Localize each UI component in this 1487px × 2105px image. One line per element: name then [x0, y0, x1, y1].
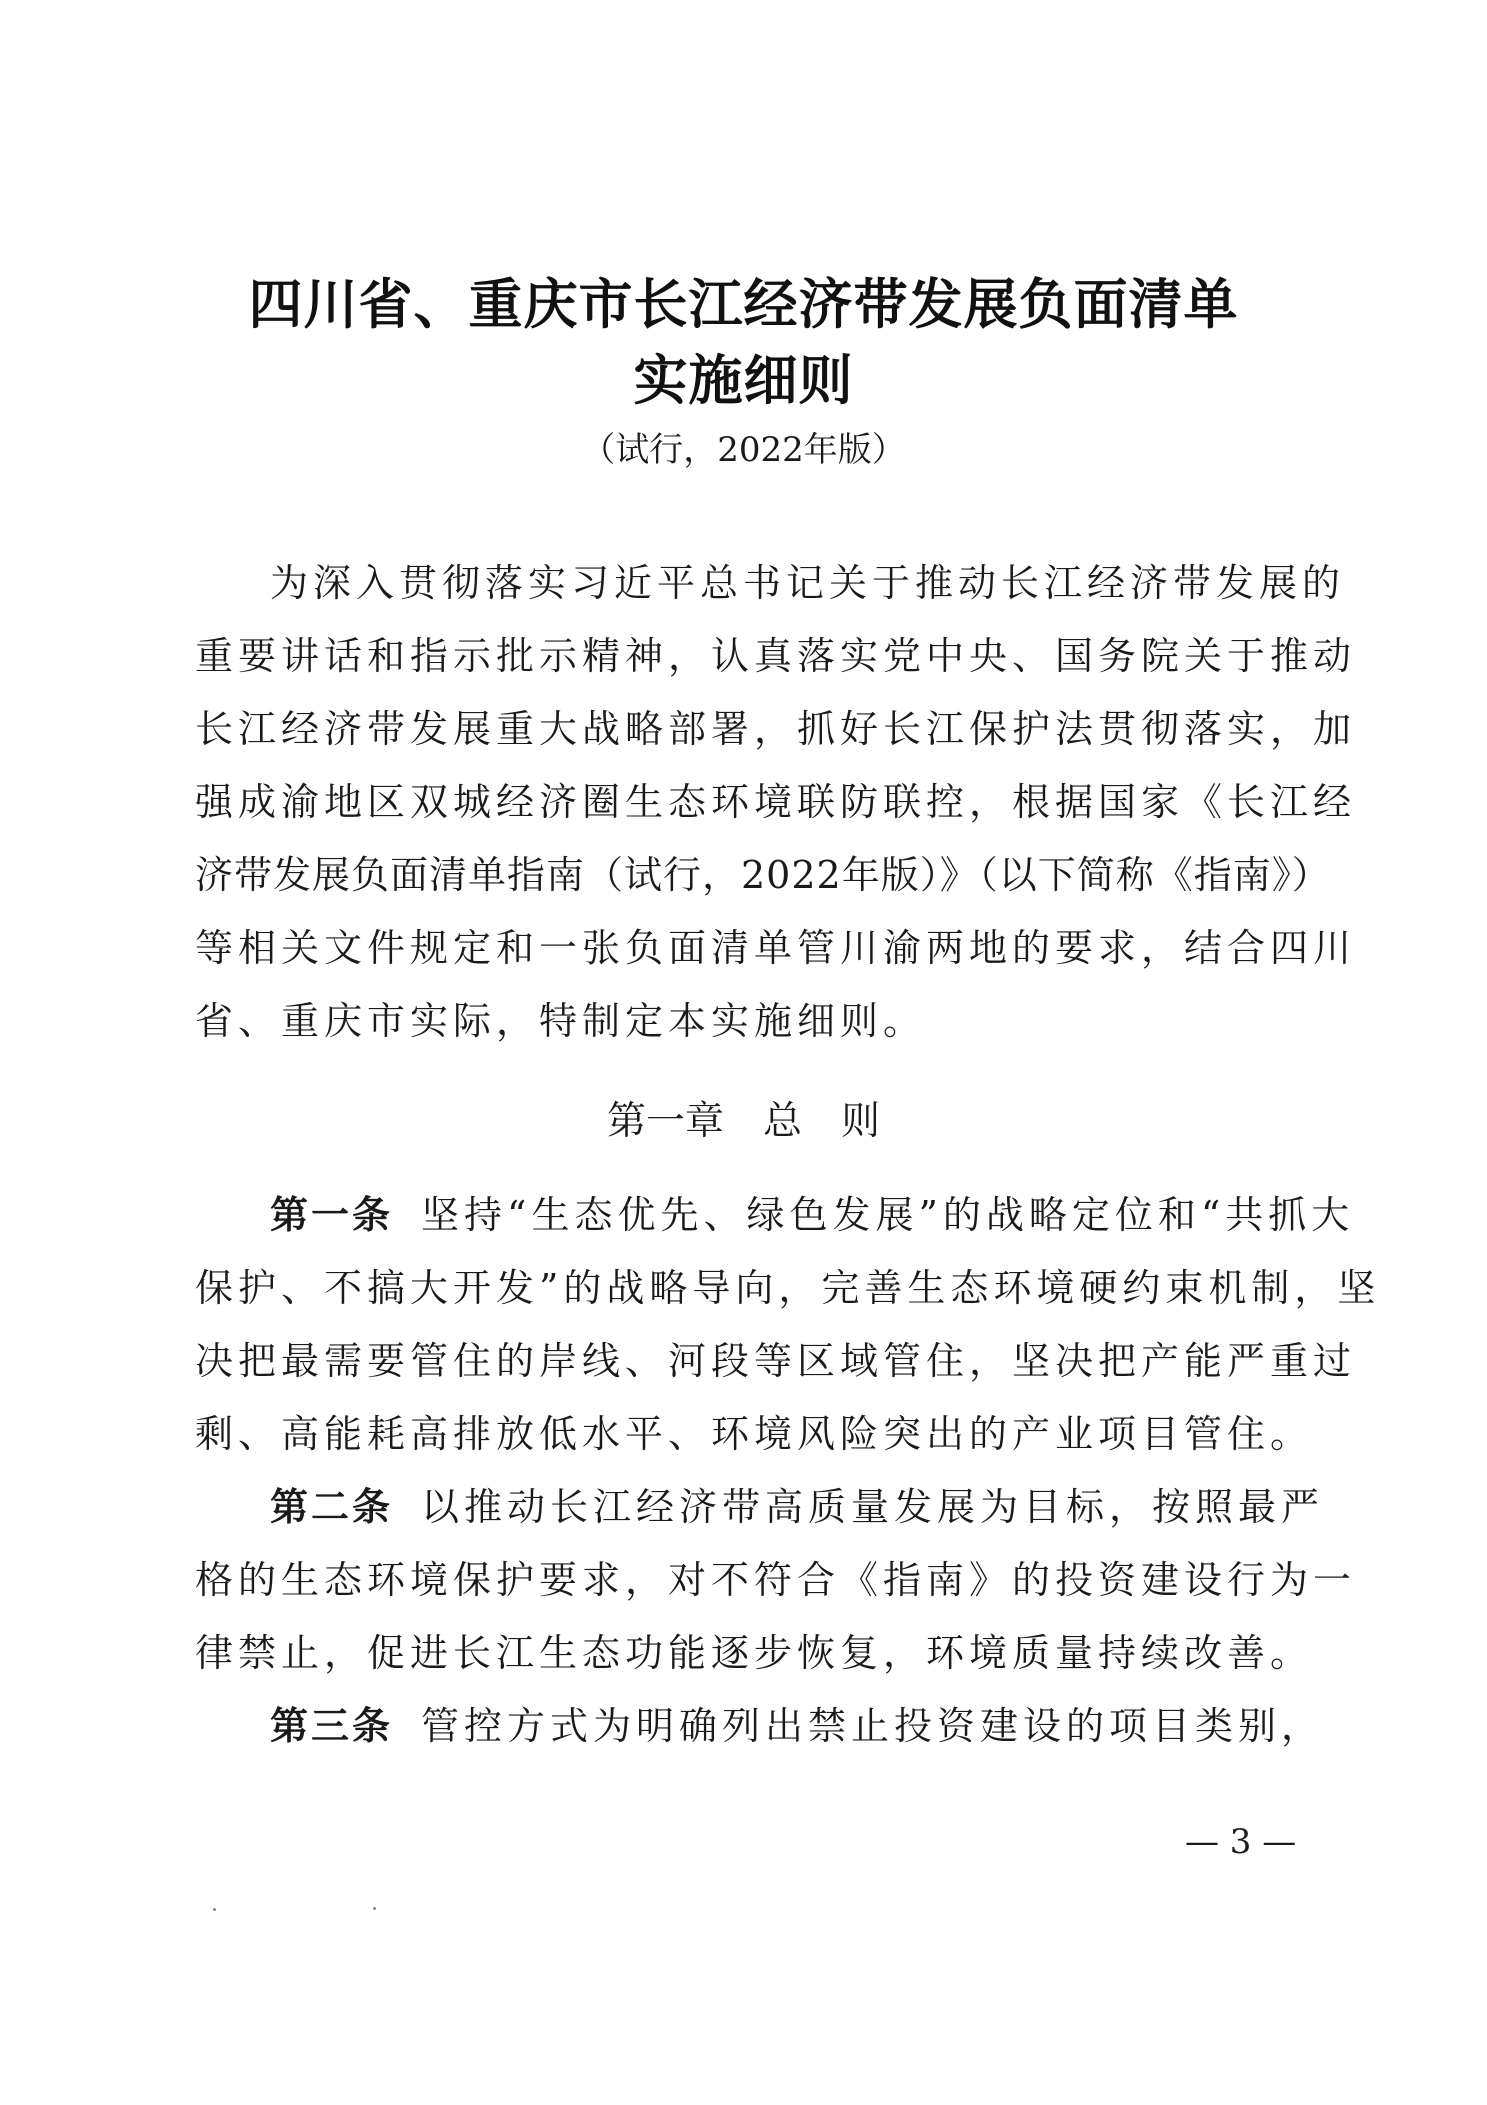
preamble-line: 重要讲话和指示批示精神，认真落实党中央、国务院关于推动 [195, 634, 1357, 678]
scan-speck [373, 1907, 376, 1910]
article-label: 第二条 [270, 1485, 394, 1529]
scan-speck [213, 1908, 216, 1911]
document-title-line-2: 实施细则 [633, 348, 854, 412]
article-label: 第一条 [270, 1193, 394, 1237]
preamble-line: 济带发展负面清单指南（试行，2022年版）》（以下简称《指南》） [195, 853, 1331, 897]
preamble-line: 为深入贯彻落实习近平总书记关于推动长江经济带发展的 [270, 561, 1346, 605]
article-line: 剩、高能耗高排放低水平、环境风险突出的产业项目管住。 [195, 1412, 1314, 1456]
chapter-heading: 第一章 总 则 [606, 1099, 880, 1144]
article-text: 坚持“生态优先、绿色发展”的战略定位和“共抓大 [421, 1193, 1355, 1237]
preamble-line: 等相关文件规定和一张负面清单管川渝两地的要求，结合四川 [195, 926, 1357, 970]
document-subtitle: （试行，2022年版） [581, 430, 906, 470]
article-line: 决把最需要管住的岸线、河段等区域管住，坚决把产能严重过 [195, 1339, 1357, 1383]
article-line: 保护、不搞大开发”的战略导向，完善生态环境硬约束机制，坚 [195, 1266, 1381, 1310]
article-line: 格的生态环境保护要求，对不符合《指南》的投资建设行为一 [195, 1558, 1357, 1602]
article-1-first-line [270, 1193, 1355, 1237]
page-number: — 3 — [1185, 1822, 1297, 1862]
article-text: 管控方式为明确列出禁止投资建设的项目类别， [421, 1704, 1325, 1748]
preamble-line: 长江经济带发展重大战略部署，抓好长江保护法贯彻落实，加 [195, 707, 1357, 751]
article-line: 律禁止，促进长江生态功能逐步恢复，环境质量持续改善。 [195, 1631, 1314, 1675]
article-2-first-line [270, 1485, 1325, 1529]
preamble-line: 强成渝地区双城经济圈生态环境联防联控，根据国家《长江经 [195, 780, 1357, 824]
article-label: 第三条 [270, 1704, 394, 1748]
preamble-line: 省、重庆市实际，特制定本实施细则。 [195, 999, 927, 1043]
article-3-first-line [270, 1704, 1325, 1748]
document-title-line-1: 四川省、重庆市长江经济带发展负面清单 [248, 272, 1239, 336]
article-text: 以推动长江经济带高质量发展为目标，按照最严 [421, 1485, 1325, 1529]
